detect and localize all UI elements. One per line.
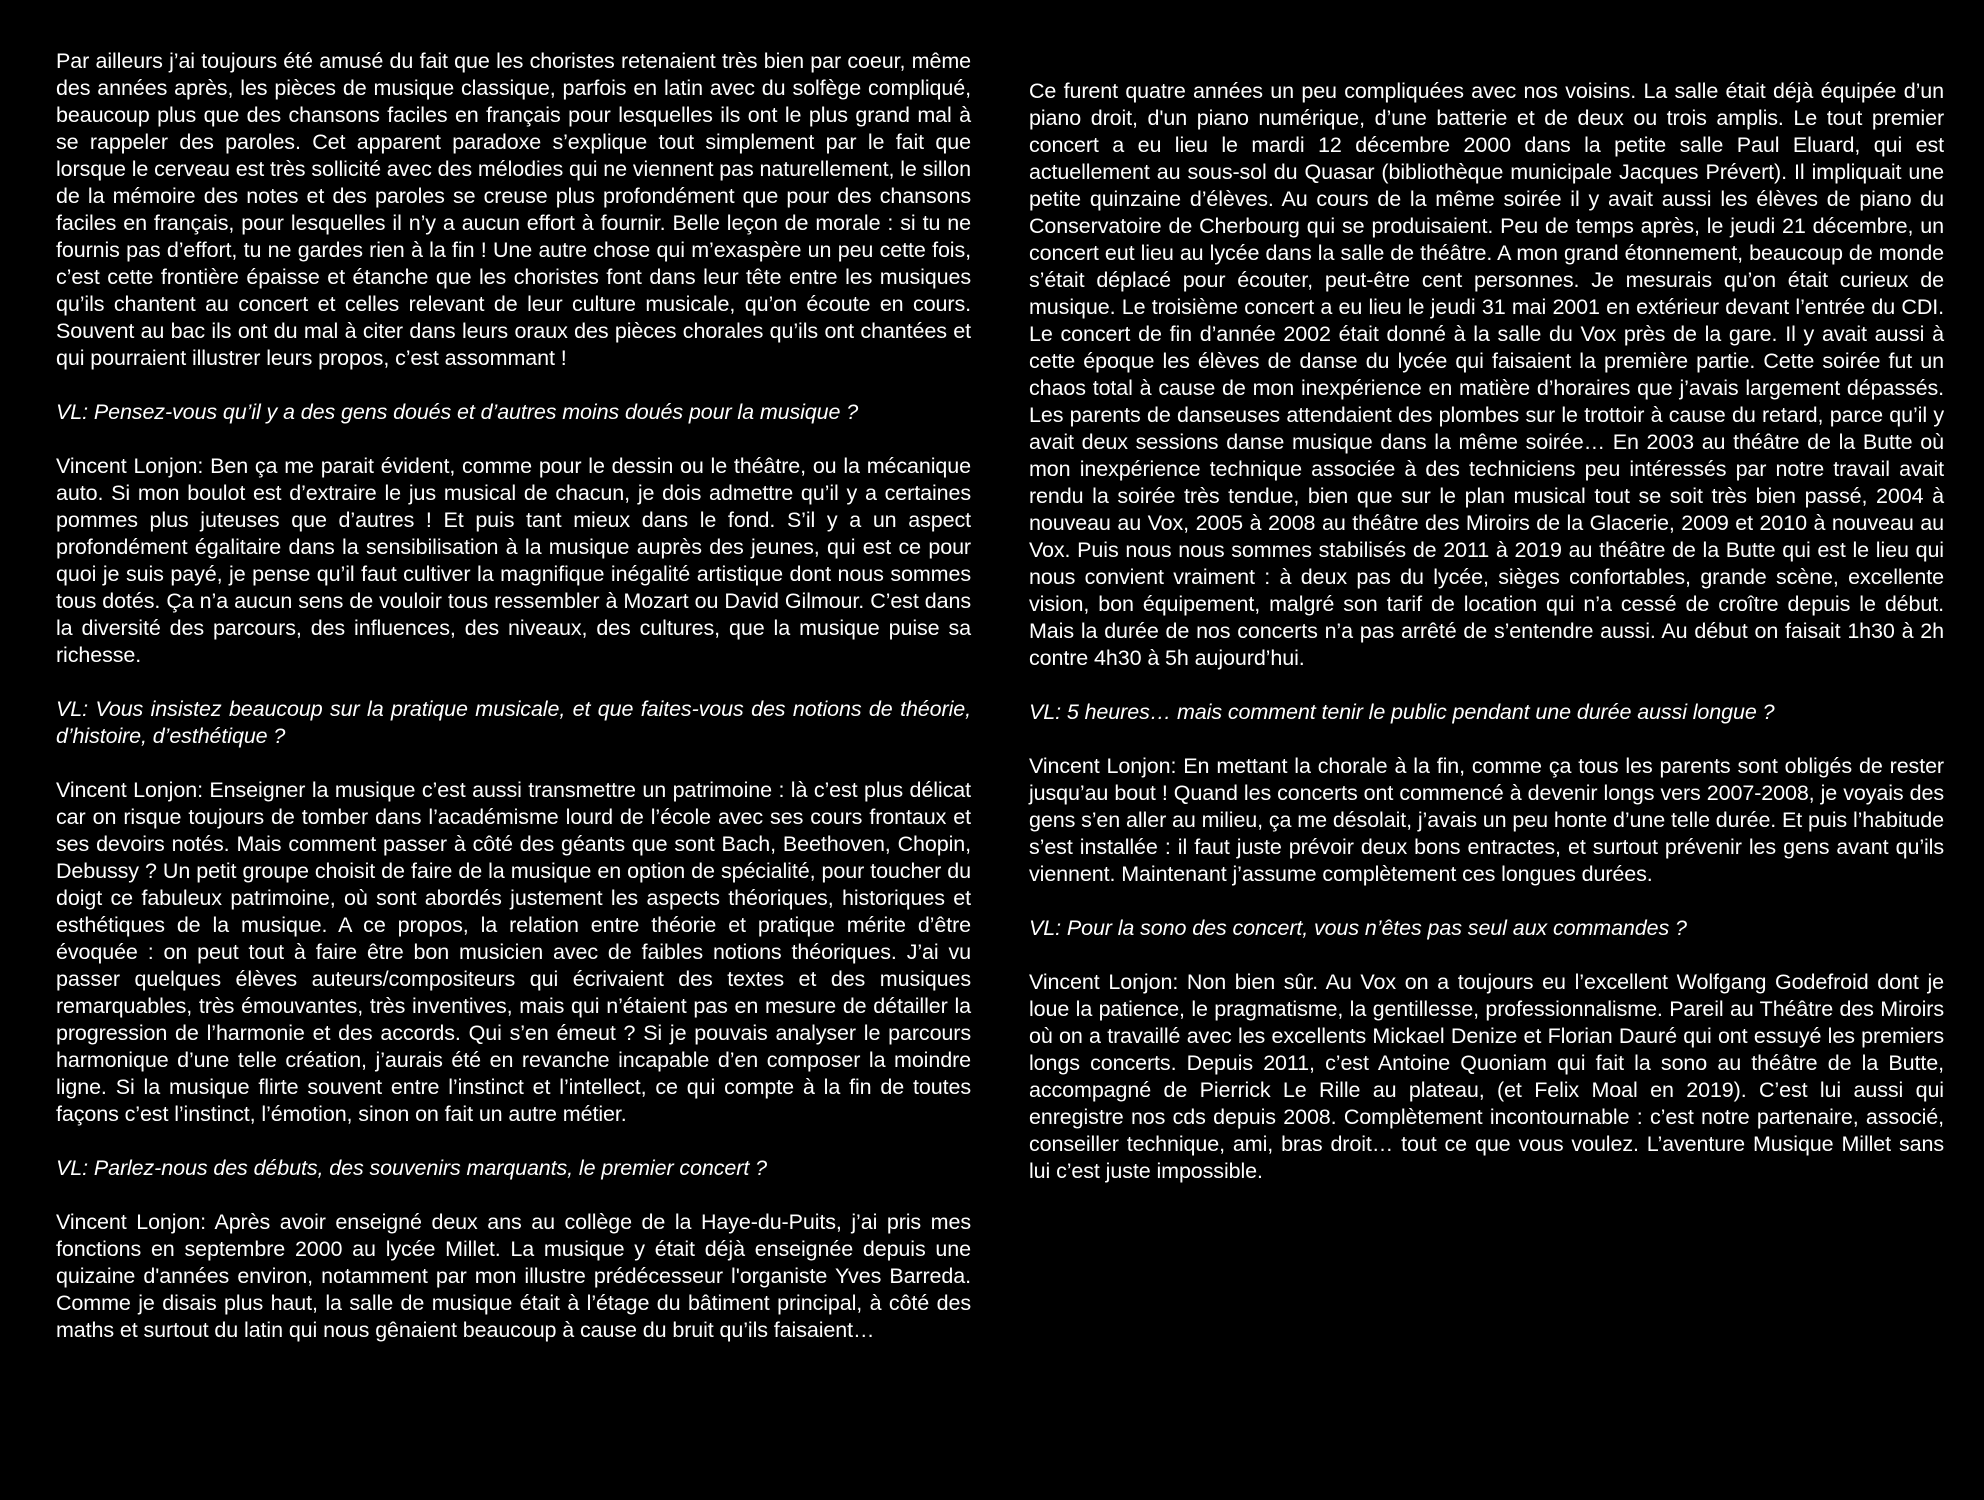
paragraph-answer: Vincent Lonjon: Non bien sûr. Au Vox on a toujours eu l’excellent Wolfgang Godefroid dont je loue la patience, le pragmatisme, la gentillesse, professionnalisme. Pareil au Théâtre des Miroirs où on a travaillé avec les excellents Mickael Denize et Florian Dauré qui ont essuyé les premiers longs concerts. Depuis 2011, c’est Antoine Quoniam qui fait la sono au théâtre de la Butte, accompagné de Pierrick Le Rille au plateau, (et Felix Moal en 2019). C’est lui aussi qui enregistre nos cds depuis 2008. Complètement incontournable : c’est notre partenaire, associé, conseiller technique, ami, bras droit… tout ce que vous voulez. L’aventure Musique Millet sans lui c’est juste impossible. — [1029, 970, 1944, 1183]
paragraph-answer: Par ailleurs j’ai toujours été amusé du fait que les choristes retenaient très bien par coeur, même des années après, les pièces de musique classique, parfois en latin avec du solfège compliqué, beaucoup plus que des chansons faciles en français pour lesquelles ils ont le plus grand mal à se rappeler des paroles. Cet apparent paradoxe s’explique tout simplement par le fait que lorsque le cerveau est très sollicité avec des mélodies qui ne viennent pas naturellement, le sillon de la mémoire des notes et des paroles se creuse plus profondément que pour des chansons faciles en français, pour lesquelles il n’y a aucun effort à fournir. Belle leçon de morale : si tu ne fournis pas d’effort, tu ne gardes rien à la fin ! Une autre chose qui m’exaspère un peu cette fois, c’est cette frontière épaisse et étanche que les choristes font dans leur tête entre les musiques qu’ils chantent au concert et celles relevant de leur culture musicale, qu’on écoute en cours. Souvent au bac ils ont du mal à citer dans leurs oraux des pièces chorales qu’ils ont chantées et qui pourraient illustrer leurs propos, c’est assommant ! — [56, 49, 972, 370]
left-column — [56, 48, 971, 1371]
right-column — [1029, 78, 1944, 1212]
paragraph-question: VL: Pour la sono des concert, vous n’êtes pas seul aux commandes ? — [1029, 916, 1687, 940]
paragraph-answer: Ce furent quatre années un peu compliquées avec nos voisins. La salle était déjà équipée d’un piano droit, d'un piano numérique, d’une batterie et de deux ou trois amplis. Le tout premier concert a eu lieu le mardi 12 décembre 2000 dans la petite salle Paul Eluard, qui est actuellement au sous-sol du Quasar (bibliothèque municipale Jacques Prévert). Il impliquait une petite quinzaine d’élèves. Au cours de la même soirée il y avait aussi les élèves de piano du Conservatoire de Cherbourg qui se produisaient. Peu de temps après, le jeudi 21 décembre, un concert eut lieu au lycée dans la salle de théâtre. A mon grand étonnement, beaucoup de monde s’était déplacé pour écouter, peut-être cent personnes. Je mesurais qu’on était curieux de musique. Le troisième concert a eu lieu le jeudi 31 mai 2001 en extérieur devant l’entrée du CDI. Le concert de fin d’année 2002 était donné à la salle du Vox près de la gare. Il y avait aussi à cette époque les élèves de danse du lycée qui faisaient la première partie. Cette soirée fut un chaos total à cause de mon inexpérience en matière d’horaires que j’avais largement dépassés. Les parents de danseuses attendaient des plombes sur le trottoir à cause du retard, parce qu’il y avait deux sessions danse musique dans la même soirée… En 2003 au théâtre de la Butte où mon inexpérience technique associée à des techniciens peu intéressés par notre travail avait rendu la soirée très tendue, bien que sur le plan musical tout se soit très bien passé, 2004 à nouveau au Vox, 2005 à 2008 au théâtre des Miroirs de la Glacerie, 2009 et 2010 à nouveau au Vox. Puis nous nous sommes stabilisés de 2011 à 2019 au théâtre de la Butte qui est le lieu qui nous convient vraiment : à deux pas du lycée, sièges confortables, grande scène, excellente vision, bon équipement, malgré son tarif de location qui n’a cessé de croître depuis le début. Mais la durée de nos concerts n’a pas arrêté de s’entendre aussi. Au début on faisait 1h30 à 2h contre 4h30 à 5h aujourd’hui. — [1029, 79, 1944, 670]
paragraph-question: VL: Pensez-vous qu’il y a des gens doués et d’autres moins doués pour la musique ? — [56, 400, 859, 424]
paragraph-question: VL: 5 heures… mais comment tenir le public pendant une durée aussi longue ? — [1029, 700, 1775, 724]
paragraph-question: VL: Vous insistez beaucoup sur la pratique musicale, et que faites-vous des notions de théorie, d’histoire, d’esthétique ? — [56, 697, 971, 748]
paragraph-answer: Vincent Lonjon: Enseigner la musique c’est aussi transmettre un patrimoine : là c’est plus délicat car on risque toujours de tomber dans l’académisme lourd de l’école avec ses cours frontaux et ses devoirs notés. Mais comment passer à côté des géants que sont Bach, Beethoven, Chopin, Debussy ? Un petit groupe choisit de faire de la musique en option de spécialité, pour toucher du doigt ce fabuleux patrimoine, où sont abordés justement les aspects théoriques, historiques et esthétiques de la musique. A ce propos, la relation entre théorie et pratique mérite d’être évoquée : on peut tout à faire être bon musicien avec de faibles notions théoriques. J’ai vu passer quelques élèves auteurs/compositeurs qui écrivaient des textes et des musiques remarquables, très émouvantes, très inventives, mais qui n’étaient pas en mesure de détailler la progression de l’harmonie et des accords. Qui s’en émeut ? Si je pouvais analyser le parcours harmonique d’une telle création, j’aurais été en revanche incapable d’en composer la moindre ligne. Si la musique flirte souvent entre l’instinct et l’intellect, ce qui compte à la fin de toutes façons c’est l’instinct, l’émotion, sinon on fait un autre métier. — [56, 778, 971, 1126]
paragraph-question: VL: Parlez-nous des débuts, des souvenirs marquants, le premier concert ? — [56, 1156, 767, 1180]
paragraph-answer: Vincent Lonjon: Après avoir enseigné deux ans au collège de la Haye-du-Puits, j’ai pris mes fonctions en septembre 2000 au lycée Millet. La musique y était déjà enseignée depuis une quizaine d'années environ, notamment par mon illustre prédécesseur l'organiste Yves Barreda. Comme je disais plus haut, la salle de musique était à l’étage du bâtiment principal, à côté des maths et surtout du latin qui nous gênaient beaucoup à cause du bruit qu’ils faisaient… — [56, 1210, 971, 1342]
paragraph-answer: Vincent Lonjon: En mettant la chorale à la fin, comme ça tous les parents sont obligés de rester jusqu’au bout ! Quand les concerts ont commencé à devenir longs vers 2007-2008, je voyais des gens s’en aller au milieu, ça me désolait, j’avais un peu honte d’une telle durée. Et puis l’habitude s’est installée : il faut juste prévoir deux bons entractes, et surtout prévenir les gens avant qu’ils viennent. Maintenant j’assume complètement ces longues durées. — [1029, 754, 1944, 886]
paragraph-answer: Vincent Lonjon: Ben ça me parait évident, comme pour le dessin ou le théâtre, ou la mécanique auto. Si mon boulot est d’extraire le jus musical de chacun, je dois admettre qu’il y a certaines pommes plus juteuses que d’autres ! Et puis tant mieux dans le fond. S’il y a un aspect profondément égalitaire dans la sensibilisation à la musique auprès des jeunes, qui est ce pour quoi je suis payé, je pense qu’il faut cultiver la magnifique inégalité artistique dont nous sommes tous dotés. Ça n’a aucun sens de vouloir tous ressembler à Mozart ou David Gilmour. C’est dans la diversité des parcours, des influences, des niveaux, des cultures, que la musique puise sa richesse. — [56, 454, 971, 667]
